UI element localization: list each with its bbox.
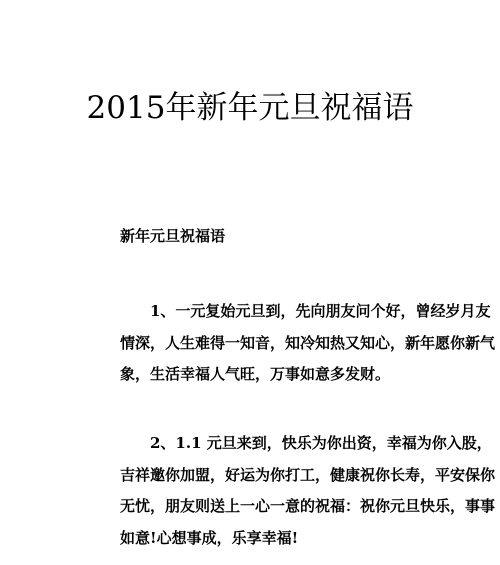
paragraph-line: 象，生活幸福人气旺，万事如意多发财。 [120, 365, 391, 383]
document-subtitle: 新年元旦祝福语 [120, 227, 226, 245]
paragraph-line: 2、1.1 元旦来到，快乐为你出资，幸福为你入股， [150, 434, 492, 452]
paragraph-2 [120, 428, 496, 554]
paragraph-line: 无忧，朋友则送上一心一意的祝福：祝你元旦快乐，事事 [120, 497, 496, 515]
paragraph-line: 1、一元复始元旦到，先向朋友问个好，曾经岁月友 [150, 302, 491, 320]
paragraph-line: 如意!心想事成，乐享幸福! [120, 528, 299, 547]
paragraph-line: 情深，人生难得一知音，知冷知热又知心，新年愿你新气 [120, 333, 496, 352]
paragraph-line: 吉祥邀你加盟，好运为你打工，健康祝你长寿，平安保你 [120, 465, 496, 484]
paragraph-1 [120, 296, 496, 391]
document-title: 2015年新年元旦祝福语 [86, 90, 414, 126]
